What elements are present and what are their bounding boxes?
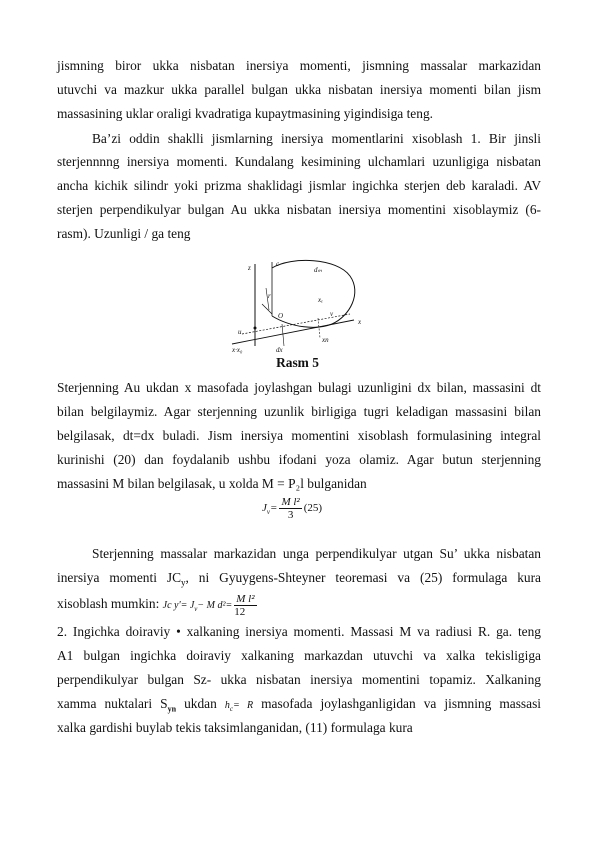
figure-label-x: x <box>358 318 362 326</box>
text-line: rasm). Uzunligi / ga teng <box>57 226 191 241</box>
figure-label-dm: dₘ <box>314 266 322 274</box>
text-line: Sterjenning massalar markazidan unga perpendikulyar utgan Su’ ukka nisbatan <box>92 546 541 561</box>
text-line: massasini M bilan belgilasak, u xolda M = P₂l bulganidan <box>57 476 367 491</box>
text-line: xisoblash mumkin: Jc $y'= J_v- M$ d²= $\frac{\text{M l²}}{12}$ <box>57 593 541 618</box>
text-line: sterjen perpendikulyar bulgan Au ukka nisbatan inersiya momentini xisoblaymiz (6- <box>57 202 541 217</box>
figure-label-r: r <box>268 292 271 300</box>
text-line: 2. Ingichka doiraviy • xalkaning inersiya momenti. Massasi M va radiusi R. ga. teng <box>57 624 541 639</box>
text-line: bilan belgilaymiz. Agar sterjenning uzunlik birligiga tugri keladigan massasini bilan <box>57 404 541 419</box>
text-line: xalka gardishi buylab tekis taksimlanganidan, (11) formulaga kura <box>57 720 413 735</box>
text-line: jismning biror ukka nisbatan inersiya momenti, jismning massalar markazidan <box>57 58 541 73</box>
text-line: Ba’zi oddin shaklli jismlarning inersiya momentlarini xisoblash 1. Bir jinsli <box>92 131 541 146</box>
text-line: perpendikulyar bulgan Sz- ukka nisbatan inersiya momentini topamiz. Xalkaning <box>57 672 541 687</box>
text-line: Sterjenning Au ukdan x masofada joylashgan bulagi uzunligini dx bilan, massasini dt <box>57 380 541 395</box>
text-line: xamma nuktalari $S_{yn}$ ukdan $h_c= R$ masofada joylashganligidan va jismning massasi <box>57 696 542 714</box>
text-line: inersiya momenti $JC_y$, ni Gyuygens-Shteyner teoremasi va (25) formulaga kura <box>57 570 541 588</box>
formula-jc: Jc $y'= J_v- M$ d²= $\frac{\text{M l²}}{12}$ <box>162 593 255 618</box>
figure-label-xin: x·x₀ <box>232 346 243 354</box>
figure-label-dx: dx <box>276 346 283 354</box>
figure-label-xd: xₑ <box>318 296 323 304</box>
formula-25: $J_v=$ $\frac{\text{M l²}}{3}$ (25) <box>262 496 323 521</box>
figure-label-o: O <box>278 312 284 320</box>
text-line: massasining uklar oraligi kvadratiga kupaytmasining yigindisiga teng. <box>57 106 433 121</box>
text-line: A1 bulgan ingichka doiraviy xalkaning markazdan utuvchi va xalka tekisligiga <box>57 648 541 663</box>
text-line: belgilasak, dt=dx buladi. Jism inersiya momentini xisoblash formulasining integral <box>57 428 541 443</box>
text-line: sterjennnng inersiya momenti. Kundalang kesimining ulchamlari uzunligiga nisbatan <box>57 154 541 169</box>
figure-label-c: c <box>276 260 280 268</box>
figure-label-z: z <box>248 264 251 272</box>
figure-label-xn: xn <box>322 336 329 344</box>
text-line: ancha kichik silindr yoki prizma shaklidagi jismlar ingichka sterjen deb karaladi. AV <box>57 178 541 193</box>
figure-label-v: v <box>330 310 334 318</box>
text-line: utuvchi va mazkur ukka parallel bulgan ukka nisbatan inersiya momenti bilan jism <box>57 82 541 97</box>
formula-hc: $h_c= R$ <box>224 700 254 713</box>
text-line: kurinishi (20) dan foydalanib ushbu ifodani yoza olamiz. Agar butun sterjenning <box>57 452 541 467</box>
figure-label-u: u <box>238 328 242 336</box>
figure-sterjen-diagram <box>222 258 370 354</box>
figure-caption: Rasm 5 <box>276 355 319 370</box>
